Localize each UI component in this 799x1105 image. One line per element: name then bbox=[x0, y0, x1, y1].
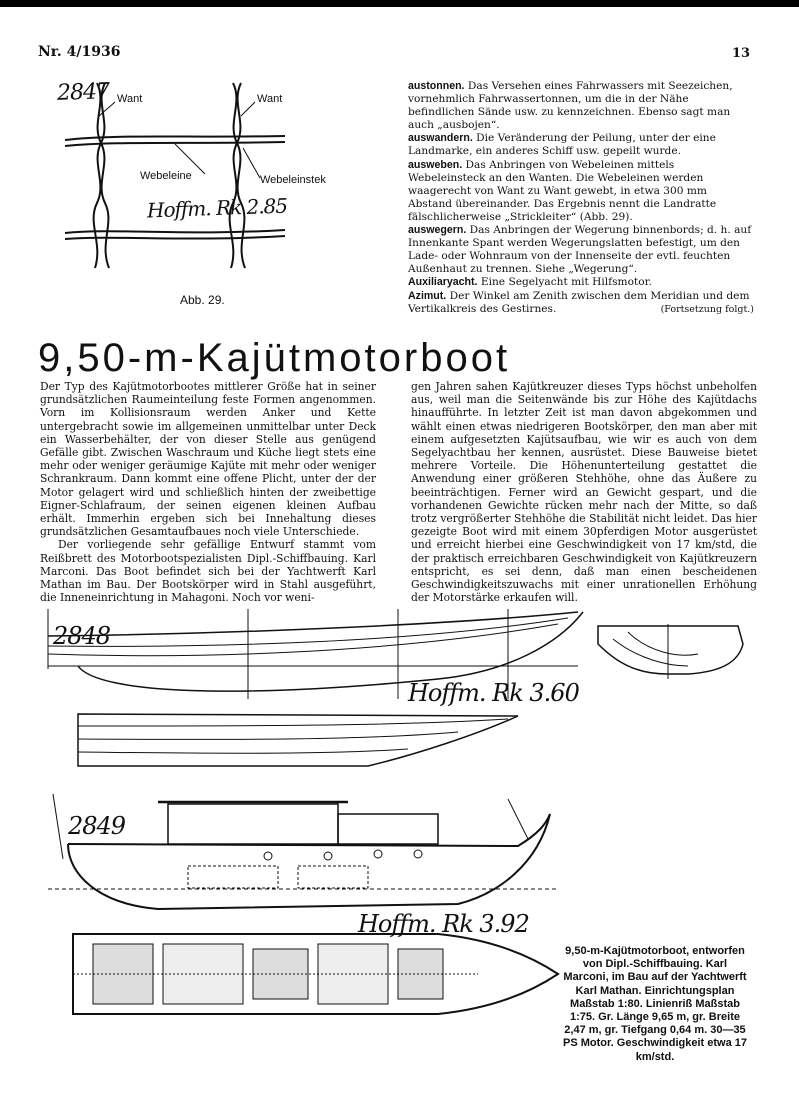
handwritten-note: Hoffm. Rk 3.92 bbox=[358, 910, 529, 938]
handwritten-note: Hoffm. Rk 3.60 bbox=[408, 679, 579, 707]
page-number: 13 bbox=[732, 46, 751, 61]
glossary-entry: austonnen. Das Versehen eines Fahrwassers mit Seezeichen, vornehmlich Fahrwassertonnen, um die in der Nähe befindlichen Sände usw. zu kennzeichnen. Ebenso sagt man auch „ausbojen“. bbox=[408, 80, 733, 132]
issue-number: Nr. 4/1936 bbox=[38, 44, 121, 60]
glossary-entry: auswegern. Das Anbringen der Wegerung binnenbords; d. h. auf Innenkante Spant werden Wegerungslatten befestigt, um den Lade- oder Wohnraum von der Innenseite der evtl. feuchten Außenhaut zu trennen. Siehe „Wegerung“. bbox=[408, 224, 752, 276]
glossary-entry: auswandern. Die Veränderung der Peilung, unter der eine Landmarke, ein anderes Schiff usw. gepeilt wurde. bbox=[408, 132, 716, 158]
article-title: 9,50-m-Kajütmotorboot bbox=[38, 336, 511, 380]
handwritten-archive-number: 2848 bbox=[53, 622, 111, 650]
handwritten-archive-number: 2849 bbox=[68, 812, 126, 840]
article-column-right bbox=[411, 380, 757, 604]
glossary bbox=[408, 80, 754, 316]
figure-29 bbox=[55, 78, 375, 303]
paragraph: gen Jahren sahen Kajütkreuzer dieses Typs höchst unbeholfen aus, weil man die Seitenwände bis zur Höhe des Kajütdachs hinaufführte. In letzter Zeit ist man davon abgekommen und wählt einen etwas niedrigeren Bootskörper, den man aber mit einem aufgesetzten Kajütsaufbau, wie wir es auch von dem Segelyachtbau her kennen, ausrüstet. Diese Bauweise bietet mehrere Vorteile. Die Höhenunterteilung gestattet die Anwendung einer größeren Stehhöhe, ohne das Äußere zu beeinträchtigen. Ferner wird an Gewicht gespart, und die vorhandenen Gewichte rücken mehr nach der Mitte, so daß trotz vergrößerter Stehhöhe die Stabilität nicht leidet. Das hier gezeigte Boot wird mit einem 30pferdigen Motor ausgerüstet und erreicht hierbei eine Geschwindigkeit von 17 km/std, die der praktisch erreichbaren Geschwindigkeit von Kajütkreuzern entspricht, es sei denn, daß man einen bescheidenen Geschwindigkeitszuwachs mit einer unrationellen Erhöhung der Motorstärke erkaufen will. bbox=[411, 380, 757, 605]
glossary-entry: Azimut. Der Winkel am Zenith zwischen dem Meridian und dem Vertikalkreis des Gestirnes. (Fortsetzung folgt.) bbox=[408, 289, 754, 315]
label-want-right: Want bbox=[257, 93, 283, 105]
label-want-left: Want bbox=[117, 93, 143, 105]
figure-caption: 9,50-m-Kajütmotorboot, entworfen von Dipl.-Schiffbauing. Karl Marconi, im Bau auf der Yachtwerft Karl Mathan. Einrichtungsplan Maßstab 1:80. Linienriß Maßstab 1:75. Gr. Länge 9,65 m, gr. Breite 2,47 m, gr. Tiefgang 0,64 m. 30—35 PS Motor. Geschwindigkeit etwa 17 km/std. bbox=[563, 945, 747, 1063]
ratline-drawing bbox=[55, 78, 375, 293]
figure-29-caption: Abb. 29. bbox=[180, 293, 225, 307]
paragraph: Der vorliegende sehr gefällige Entwurf stammt vom Reißbrett des Motorbootspezialisten Dipl.-Schiffbauing. Karl Marconi. Das Boot befindet sich bei der Yachtwerft Karl Mathan im Bau. Der Bootskörper wird in Stahl ausgeführt, die Inneneinrichtung in Mahagoni. Noch vor weni- bbox=[40, 538, 376, 605]
paragraph: Der Typ des Kajütmotorbootes mittlerer Größe hat in seiner grundsätzlichen Raumeinteilung feste Formen angenommen. Vorn im Kollisionsraum werden Anker und Kette untergebracht sowie im allgemeinen unmittelbar unter Deck ein Wasserbehälter, der von dieser Stelle aus genügend Gefälle gibt. Zwischen Waschraum und Küche liegt stets eine mehr oder weniger geräumige Kajüte mit mehr oder weniger Schrankraum. Dann kommt eine offene Plicht, unter der der Motor gelagert wird und schließlich hinten der zweibettige Eigner-Schlafraum, der seinen eigenen kleinen Aufbau erhält. Immerhin ergeben sich bei Innehaltung dieses grundsätzlichen Gesamtaufbaues noch viele Unterschiede. bbox=[40, 380, 376, 539]
handwritten-archive-number: 2847 bbox=[56, 79, 110, 106]
article-column-left bbox=[40, 380, 376, 604]
handwritten-note: Hoffm. Rk 2.85 bbox=[146, 193, 288, 223]
glossary-entry: Auxiliaryacht. Eine Segelyacht mit Hilfsmotor. bbox=[408, 276, 652, 289]
label-webeleinstek: Webeleinstek bbox=[260, 174, 326, 186]
top-border bbox=[0, 0, 799, 7]
glossary-entry: ausweben. Das Anbringen von Webeleinen mittels Webeleinsteck an den Wanten. Die Webeleinen werden waagerecht von Want zu Want gewebt, in etwa 300 mm Abstand übereinander. Das Ergebnis nennt die Landratte fälschlicherweise „Strickleiter“ (Abb. 29). bbox=[408, 158, 717, 223]
label-webeleine: Webeleine bbox=[140, 170, 192, 182]
